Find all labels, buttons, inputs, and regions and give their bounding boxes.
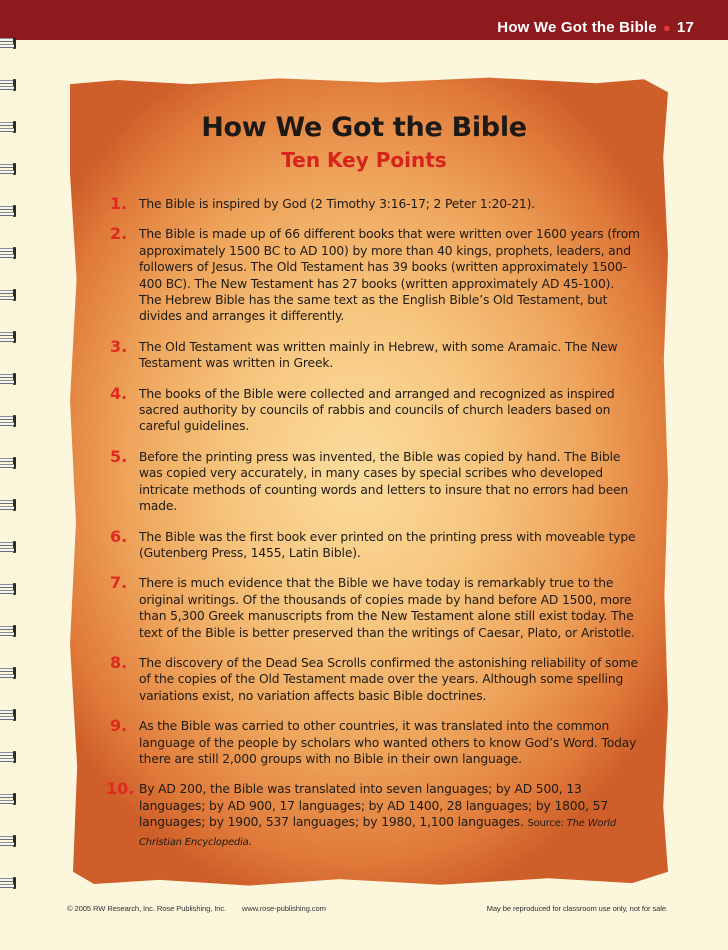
spiral-ring: [0, 498, 16, 512]
spiral-ring: [0, 708, 16, 722]
point-text: The books of the Bible were collected and arranged and recognized as inspired sacred authority by councils of rabbis and councils of church leaders based on careful guidelines.: [139, 386, 615, 434]
running-title: How We Got the Bible: [497, 19, 657, 36]
point-number: 6.: [110, 526, 128, 546]
spiral-ring-cap: [13, 751, 16, 763]
spiral-ring: [0, 36, 16, 50]
spiral-ring-cap: [13, 793, 16, 805]
footer-notice: May be reproduced for classroom use only, not for sale.: [486, 904, 668, 913]
point-number: 8.: [110, 652, 128, 672]
spiral-ring-cap: [13, 877, 16, 889]
point-text: There is much evidence that the Bible we have today is remarkably true to the original writings. Of the thousands of copies made by hand before AD 1500, more than 5,300 Greek manuscripts from the New Testament alone still exist today. The text of the Bible is better preserved than the writings of Caesar, Plato, or Aristotle.: [139, 576, 635, 640]
spiral-ring-cap: [13, 205, 16, 217]
spiral-ring: [0, 246, 16, 260]
spiral-ring-cap: [13, 457, 16, 469]
point-text: The Bible was the first book ever printed on the printing press with moveable type (Gutenberg Press, 1455, Latin Bible).: [139, 529, 636, 560]
point-text: By AD 200, the Bible was translated into seven languages; by AD 500, 13 languages; by AD 900, 17 languages; by AD 1400, 28 languages; by 1800, 57 languages; by 1900, 537 languages; by 1980, 1,100 languages.: [139, 782, 609, 830]
spiral-ring: [0, 792, 16, 806]
spiral-ring: [0, 78, 16, 92]
spiral-ring: [0, 624, 16, 638]
spiral-ring: [0, 288, 16, 302]
point-number: 3.: [110, 336, 128, 356]
point-text-container: [139, 781, 640, 851]
key-point-10: [106, 779, 640, 851]
point-number: 1.: [110, 194, 128, 213]
key-point-8: [110, 652, 640, 704]
spiral-ring: [0, 204, 16, 218]
key-point-6: [110, 526, 640, 562]
point-text: As the Bible was carried to other countries, it was translated into the common language of the people by scholars who wanted others to know God’s Word. Today there are still 2,000 groups with no Bible in their own language.: [139, 719, 637, 766]
point-number: 4.: [110, 383, 128, 403]
spiral-ring-cap: [13, 541, 16, 553]
spiral-ring-cap: [13, 583, 16, 595]
page-subtitle: Ten Key Points: [281, 148, 447, 172]
spiral-ring: [0, 666, 16, 680]
key-point-3: [110, 336, 640, 372]
page-title: How We Got the Bible: [201, 112, 527, 143]
spiral-ring-cap: [13, 247, 16, 259]
key-points-list: [106, 194, 640, 865]
spiral-ring-cap: [13, 373, 16, 385]
spiral-ring-cap: [13, 667, 16, 679]
footer-copyright: © 2005 RW Research, Inc. Rose Publishing, Inc.: [67, 904, 227, 913]
source-label: Source:: [527, 818, 564, 830]
spiral-ring-cap: [13, 79, 16, 91]
footer-website: www.rose-publishing.com: [242, 904, 326, 913]
header-band: [0, 0, 728, 40]
point-number: 5.: [110, 446, 128, 466]
bullet-dot-icon: ●: [662, 20, 671, 35]
spiral-ring: [0, 372, 16, 386]
spiral-ring: [0, 582, 16, 596]
point-number: 7.: [110, 573, 128, 593]
running-header: [497, 19, 694, 36]
spiral-ring-cap: [13, 499, 16, 511]
point-text: The Bible is made up of 66 different books that were written over 1600 years (from approximately 1500 BC to AD 100) by more than 40 kings, prophets, leaders, and followers of Jesus. The Old Testament has 39 books (written approximately 1500-400 BC). The New Testament has 27 books (written approximately AD 45-100). The Hebrew Bible has the same text as the English Bible’s Old Testament, but divides and arranges it differently.: [139, 227, 640, 324]
point-number: 2.: [110, 224, 128, 244]
spiral-ring: [0, 750, 16, 764]
point-number: 10.: [106, 779, 135, 799]
source-title: The World Christian Encyclopedia.: [139, 818, 616, 848]
key-point-1: [110, 196, 640, 212]
spiral-ring: [0, 414, 16, 428]
spiral-ring-cap: [13, 331, 16, 343]
page-number: 17: [676, 19, 694, 36]
spiral-ring: [0, 540, 16, 554]
spiral-ring: [0, 876, 16, 890]
key-point-5: [110, 446, 640, 515]
point-number: 9.: [110, 716, 128, 736]
spiral-ring: [0, 834, 16, 848]
spiral-ring-cap: [13, 625, 16, 637]
point-text: The Bible is inspired by God (2 Timothy 3:16-17; 2 Peter 1:20-21).: [139, 197, 535, 211]
spiral-ring-cap: [13, 37, 16, 49]
point-text: Before the printing press was invented, the Bible was copied by hand. The Bible was copied very accurately, in many cases by special scribes who developed intricate methods of counting words and letters to insure that no errors had been made.: [139, 449, 629, 514]
point-text: The discovery of the Dead Sea Scrolls confirmed the astonishing reliability of some of the copies of the Old Testament made over the years. Although some spelling variations exist, no variation affects basic Bible doctrines.: [139, 655, 638, 703]
spiral-ring: [0, 456, 16, 470]
spiral-ring-cap: [13, 415, 16, 427]
key-point-2: [110, 226, 640, 324]
spiral-ring: [0, 330, 16, 344]
key-point-4: [110, 383, 640, 435]
spiral-ring-cap: [13, 289, 16, 301]
key-point-9: [110, 718, 640, 767]
spiral-ring-cap: [13, 709, 16, 721]
key-point-7: [110, 575, 640, 641]
spiral-ring-cap: [13, 835, 16, 847]
point-text: The Old Testament was written mainly in Hebrew, with some Aramaic. The New Testament was written in Greek.: [139, 339, 618, 371]
